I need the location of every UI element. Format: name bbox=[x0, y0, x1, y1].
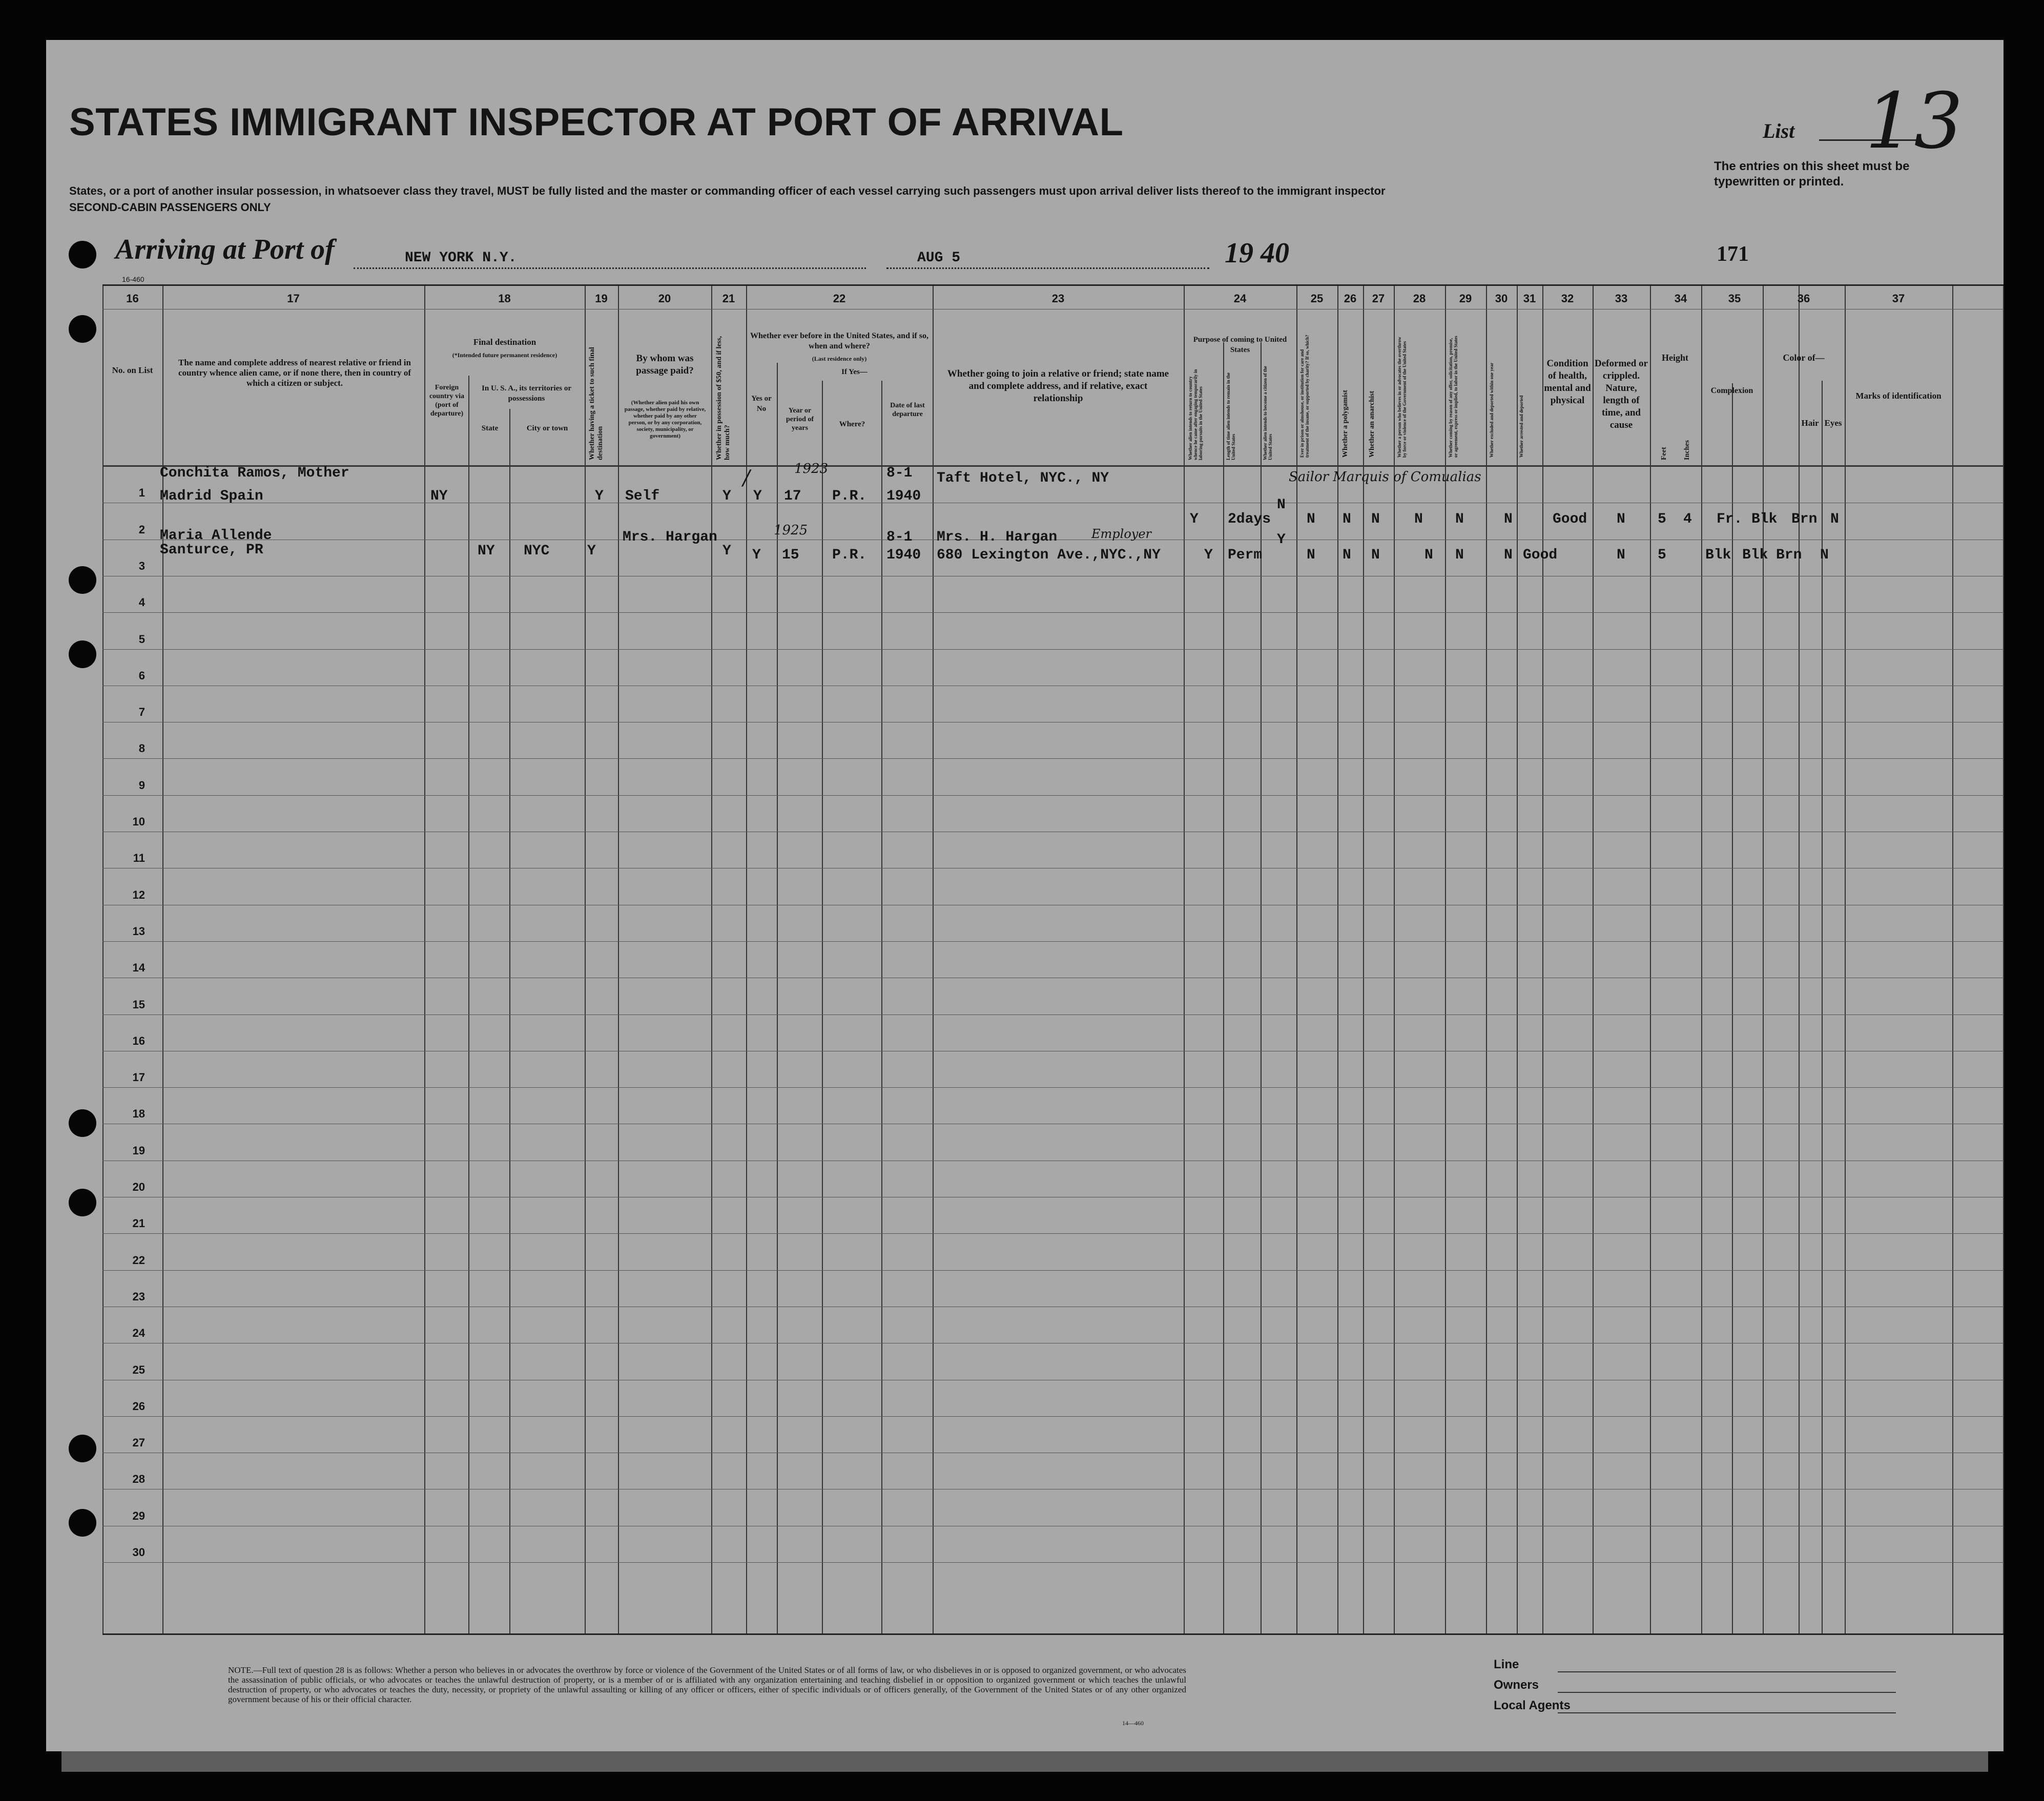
row-number: 20 bbox=[132, 1181, 145, 1193]
entry-2-polygamist: N bbox=[1343, 547, 1351, 563]
entry-1-overthrow: N bbox=[1414, 511, 1423, 527]
row-line bbox=[102, 649, 2004, 650]
port-line bbox=[354, 267, 866, 269]
row-number: 5 bbox=[138, 632, 145, 646]
col-border bbox=[1701, 286, 1702, 1633]
header-city: City or town bbox=[526, 424, 568, 432]
header-yes-no: Yes or No bbox=[751, 395, 772, 413]
entry-1-labor: N bbox=[1455, 511, 1464, 527]
entry-2-overthrow: N bbox=[1424, 547, 1433, 563]
row-line bbox=[102, 1087, 2004, 1088]
line-field bbox=[1558, 1671, 1896, 1672]
col-border bbox=[1799, 286, 1800, 1633]
header-complexion: Complexion bbox=[1710, 386, 1753, 395]
list-label: List bbox=[1763, 119, 1795, 142]
row-number: 14 bbox=[132, 961, 145, 975]
entry-2-purpose-length: Perm bbox=[1228, 547, 1263, 563]
colnum-18: 18 bbox=[498, 292, 511, 305]
entry-1-foreign-port: NY bbox=[430, 488, 448, 504]
header-feet: Feet bbox=[1660, 447, 1668, 460]
header-anarchist: Whether an anarchist bbox=[1368, 390, 1376, 458]
footnote-question-28: NOTE.—Full text of question 28 is as follows: Whether a person who believes in or advocates the overthrow by force or violence of the Government of the United States or of all forms of law, or who disbelieves in or is opposed to organized government, or who advocates the assassination of public officials, or who advocates or teaches the unlawful destruction of property, or is a member of or is affiliated with any organization entertaining and teaching disbelief in or opposition to organized government or which teaches the unlawful destruction of property, or who advocates or teaches the duty, necessity, or propriety of the unlawful assaulting or killing of any officer or officers, either of specific individuals or of officers generally, of the Government of the United States or of any other organized government because of his or their official character. bbox=[228, 1665, 1186, 1704]
entry-2-before-where: P.R. bbox=[832, 547, 867, 563]
entry-2-relative-name: Maria Allende bbox=[160, 528, 272, 544]
entry-2-purpose-return: Y bbox=[1204, 547, 1213, 563]
header-marks: Marks of identification bbox=[1855, 391, 1942, 401]
col-border bbox=[509, 409, 510, 1633]
entry-2-health: Good bbox=[1523, 547, 1558, 563]
col-border bbox=[1650, 286, 1651, 1633]
col-border bbox=[1732, 383, 1733, 1633]
header-deformed: Deformed or crippled. Nature, length of time, and cause bbox=[1595, 358, 1648, 430]
header-row-border bbox=[102, 465, 2004, 467]
local-agents-field bbox=[1558, 1712, 1896, 1713]
colnum-27: 27 bbox=[1372, 292, 1385, 305]
entry-1-join: Taft Hotel, NYC., NY bbox=[937, 470, 1109, 486]
colnum-30: 30 bbox=[1495, 292, 1508, 305]
col-border bbox=[1763, 286, 1764, 1633]
row-number: 12 bbox=[132, 888, 145, 901]
row-number: 11 bbox=[133, 852, 145, 865]
entry-1-before-years: 17 bbox=[784, 488, 801, 504]
colnum-22: 22 bbox=[833, 292, 846, 305]
entry-1-inches: 4 bbox=[1683, 511, 1692, 527]
col-border bbox=[1363, 286, 1364, 1633]
entry-2-feet: 5 bbox=[1658, 547, 1666, 563]
colnum-17: 17 bbox=[287, 292, 300, 305]
colnum-28: 28 bbox=[1413, 292, 1426, 305]
row-number: 4 bbox=[138, 596, 145, 609]
entry-2-before-years: 15 bbox=[782, 547, 799, 563]
col-border bbox=[1845, 286, 1846, 1633]
binder-hole bbox=[69, 241, 96, 268]
header-passage-paid: By whom was passage paid? bbox=[636, 353, 694, 376]
header-arrested: Whether arrested and deported bbox=[1519, 395, 1524, 458]
row-number: 19 bbox=[132, 1144, 145, 1157]
col-border bbox=[1223, 342, 1224, 1633]
entry-2-hair: Blk bbox=[1742, 547, 1768, 563]
entry-2-purpose-citizen: Y bbox=[1277, 532, 1286, 548]
entry-2-excluded: N bbox=[1504, 547, 1513, 563]
col-border bbox=[711, 286, 712, 1633]
header-purpose-length: Length of time alien intends to remain in the United States bbox=[1226, 372, 1236, 460]
header-health: Condition of health, mental and physical bbox=[1544, 358, 1591, 406]
colnum-23: 23 bbox=[1051, 292, 1065, 305]
row-line bbox=[102, 941, 2004, 942]
col-border bbox=[933, 286, 934, 1633]
header-color-of: Color of— bbox=[1783, 353, 1825, 363]
header-labor-offer: Whether coming by reason of any offer, solicitation, promise, or agreement, express or implied, to labor in the United States bbox=[1448, 336, 1458, 458]
binder-hole bbox=[69, 315, 96, 343]
entry-1-year-hand: 1923 bbox=[794, 461, 829, 477]
row-line bbox=[102, 612, 2004, 613]
row-line bbox=[102, 1233, 2004, 1234]
row-line bbox=[102, 1562, 2004, 1563]
header-inches: Inches bbox=[1683, 440, 1691, 460]
col-border bbox=[881, 381, 882, 1633]
header-relative-address: The name and complete address of nearest relative or friend in country whence alien came, or if none there, then in country of which a citizen or subject. bbox=[178, 358, 411, 388]
date-line bbox=[886, 267, 1209, 269]
row-number: 28 bbox=[132, 1473, 145, 1486]
sheet-edge bbox=[61, 1751, 1988, 1772]
row-number: 24 bbox=[132, 1327, 145, 1340]
row-number: 15 bbox=[132, 998, 145, 1011]
row-number: 1 bbox=[138, 486, 145, 500]
list-number: 13 bbox=[1865, 77, 1963, 166]
header-before-in-us-sub: (Last residence only) bbox=[812, 355, 867, 362]
colnum-35: 35 bbox=[1728, 292, 1741, 305]
owners-label: Owners bbox=[1494, 1678, 1539, 1692]
entry-1-complexion: Fr. bbox=[1717, 511, 1743, 527]
entry-1-ticket: Y bbox=[595, 488, 604, 504]
row-number: 23 bbox=[132, 1290, 145, 1303]
year-value: 19 40 bbox=[1225, 237, 1289, 269]
row-line bbox=[102, 758, 2004, 759]
header-if-yes: If Yes— bbox=[841, 368, 868, 376]
entry-1-deformed: N bbox=[1617, 511, 1625, 527]
col-border bbox=[777, 363, 778, 1633]
entry-2-labor: N bbox=[1455, 547, 1464, 563]
header-passage-paid-sub: (Whether alien paid his own passage, whether paid by relative, whether paid by any other person, or by any corporation, society, municipality, or government) bbox=[624, 400, 706, 439]
row-line bbox=[102, 795, 2004, 796]
entry-1-marks: N bbox=[1830, 511, 1839, 527]
entry-2-ticket: Y bbox=[587, 543, 596, 559]
passenger-class: SECOND-CABIN PASSENGERS ONLY bbox=[69, 201, 271, 214]
binder-hole bbox=[69, 640, 96, 668]
header-final-destination: Final destination bbox=[473, 337, 536, 347]
row-number: 26 bbox=[132, 1399, 145, 1413]
col-border bbox=[424, 286, 425, 1633]
entry-1-purpose-citizen: N bbox=[1277, 497, 1286, 513]
row-number: 13 bbox=[132, 924, 145, 938]
entry-2-city: NYC bbox=[524, 543, 550, 559]
entry-1-anarchist: N bbox=[1371, 511, 1380, 527]
entry-1-paid-by: Self bbox=[625, 488, 660, 504]
header-money: Whether in possession of $50, and if less, how much? bbox=[715, 336, 731, 460]
entry-1-purpose-hand: Sailor Marquis of Comualias bbox=[1289, 469, 1481, 485]
row-number: 29 bbox=[132, 1509, 145, 1522]
binder-hole bbox=[69, 1109, 96, 1137]
colnum-25: 25 bbox=[1310, 292, 1324, 305]
row-number: 10 bbox=[132, 815, 145, 828]
entry-2-before-yes: Y bbox=[752, 547, 761, 563]
row-number: 16 bbox=[132, 1034, 145, 1047]
col-border bbox=[1184, 286, 1185, 1633]
row-number: 9 bbox=[138, 778, 145, 792]
date-value: AUG 5 bbox=[917, 250, 961, 266]
entry-1-feet: 5 bbox=[1658, 511, 1666, 527]
colnum-34: 34 bbox=[1674, 292, 1687, 305]
header-where: Where? bbox=[839, 420, 865, 428]
col-border bbox=[1822, 381, 1823, 1633]
row-number: 27 bbox=[132, 1436, 145, 1450]
owners-field bbox=[1558, 1692, 1896, 1693]
entry-2-join-relationship: Employer bbox=[1091, 527, 1151, 541]
binder-hole bbox=[69, 1509, 96, 1537]
header-before-in-us: Whether ever before in the United States, and if so, when and where? bbox=[750, 332, 928, 350]
entry-2-join-address: 680 Lexington Ave.,NYC.,NY bbox=[937, 547, 1161, 563]
page-title: STATES IMMIGRANT INSPECTOR AT PORT OF ARRIVAL bbox=[69, 100, 1124, 144]
col-border bbox=[585, 286, 586, 1633]
entry-2-departure-date: 8-1 bbox=[886, 529, 913, 545]
col-border bbox=[1337, 286, 1338, 1633]
col-border bbox=[1296, 286, 1297, 1633]
entry-1-eyes: Brn bbox=[1791, 511, 1818, 527]
colnum-20: 20 bbox=[658, 292, 671, 305]
entry-1-excluded: N bbox=[1504, 511, 1513, 527]
entry-2-anarchist: N bbox=[1371, 547, 1380, 563]
entry-1-hair: Blk bbox=[1751, 511, 1778, 527]
entry-2-complexion: Blk bbox=[1705, 547, 1731, 563]
row-number: 2 bbox=[138, 523, 145, 536]
row-number: 21 bbox=[132, 1217, 145, 1230]
header-hair: Hair bbox=[1801, 418, 1819, 428]
header-year: Year or period of years bbox=[786, 407, 814, 432]
col-border bbox=[2003, 286, 2004, 1633]
header-no-on-list: No. on List bbox=[112, 365, 153, 375]
colnum-16: 16 bbox=[126, 292, 139, 305]
colnum-26: 26 bbox=[1344, 292, 1357, 305]
entry-2-state: NY bbox=[478, 543, 495, 559]
col-border bbox=[1517, 286, 1518, 1633]
entry-2-money: Y bbox=[722, 543, 731, 559]
entry-2-year-hand: 1925 bbox=[774, 523, 808, 538]
manifest-table bbox=[102, 284, 2004, 1635]
header-foreign-country: Foreign country via (port of departure) bbox=[429, 384, 465, 418]
footnote-code: 14—460 bbox=[1122, 1720, 1144, 1727]
entry-1-health: Good bbox=[1553, 511, 1587, 527]
port-value: NEW YORK N.Y. bbox=[405, 250, 517, 266]
header-state: State bbox=[481, 424, 499, 432]
header-going-to-join: Whether going to join a relative or friend; state name and complete address, and if relative, exact relationship bbox=[947, 368, 1169, 404]
entry-1-money: Y bbox=[722, 488, 731, 504]
row-number: 3 bbox=[138, 559, 145, 572]
entry-2-join-name: Mrs. H. Hargan bbox=[937, 529, 1058, 545]
entry-2-paid-by: Mrs. Hargan bbox=[623, 529, 717, 545]
col-border bbox=[822, 381, 823, 1633]
header-height: Height bbox=[1662, 353, 1688, 363]
binder-hole bbox=[69, 1189, 96, 1216]
header-final-destination-sub: (*Intended future permanent residence) bbox=[452, 351, 558, 359]
colnum-32: 32 bbox=[1561, 292, 1574, 305]
entry-2-deformed: N bbox=[1617, 547, 1625, 563]
col-border bbox=[1593, 286, 1594, 1633]
entry-1-departure-date: 8-1 bbox=[886, 465, 913, 481]
entry-2-departure-year: 1940 bbox=[886, 547, 921, 563]
entry-1-departure-year: 1940 bbox=[886, 488, 921, 504]
form-instructions: States, or a port of another insular possession, in whatsoever class they travel, MUST be fully listed and the master or commanding officer of each vessel carrying such passengers must upon arrival deliver lists thereof to the immigrant inspector bbox=[69, 184, 1386, 197]
entry-1-polygamist: N bbox=[1343, 511, 1351, 527]
header-ticket: Whether having a ticket to such final destination bbox=[588, 347, 604, 460]
entry-2-prison: N bbox=[1307, 547, 1315, 563]
local-agents-label: Local Agents bbox=[1494, 1699, 1571, 1712]
entry-1-before-where: P.R. bbox=[832, 488, 867, 504]
col-border bbox=[1394, 286, 1395, 1633]
line-label: Line bbox=[1494, 1658, 1519, 1671]
col-border bbox=[1486, 286, 1487, 1633]
entry-1-purpose-return: Y bbox=[1190, 511, 1199, 527]
colnum-24: 24 bbox=[1233, 292, 1247, 305]
col-border bbox=[618, 286, 619, 1633]
entries-note: The entries on this sheet must be typewritten or printed. bbox=[1714, 159, 1910, 189]
colnum-37: 37 bbox=[1892, 292, 1905, 305]
row-number: 7 bbox=[138, 706, 145, 719]
entry-2-eyes: Brn bbox=[1776, 547, 1802, 563]
colnum-21: 21 bbox=[722, 292, 735, 305]
row-number: 8 bbox=[138, 742, 145, 755]
entry-1-before-yes: Y bbox=[753, 488, 762, 504]
header-date-departure: Date of last departure bbox=[890, 402, 925, 418]
col-border bbox=[1261, 342, 1262, 1633]
entry-1-relative-name: Conchita Ramos, Mother bbox=[160, 465, 349, 481]
entry-2-marks: N bbox=[1820, 547, 1829, 563]
header-prison: Ever in prison or almshouse, or institution for care and treatment of the insane, or supported by charity? If so, which? bbox=[1299, 335, 1310, 458]
col-border bbox=[1952, 286, 1953, 1633]
tick-mark: / bbox=[743, 466, 750, 490]
colnum-36: 36 bbox=[1797, 292, 1810, 305]
col-border bbox=[1542, 286, 1543, 1633]
header-purpose-return: Whether alien intends to return to country whence he came after engaging temporarily in laboring pursuits in the United States bbox=[1188, 369, 1203, 460]
header-in-usa: In U. S. A., its territories or possessions bbox=[482, 384, 571, 403]
colnum-31: 31 bbox=[1523, 292, 1536, 305]
colnum-29: 29 bbox=[1459, 292, 1472, 305]
row-number: 25 bbox=[132, 1363, 145, 1376]
col-border bbox=[1445, 286, 1446, 1633]
entry-1-purpose-length: 2days bbox=[1228, 511, 1271, 527]
row-number: 17 bbox=[132, 1071, 145, 1084]
row-number: 6 bbox=[138, 669, 145, 682]
form-code: 16-460 bbox=[122, 275, 144, 283]
row-line bbox=[102, 1416, 2004, 1417]
binder-hole bbox=[69, 1435, 96, 1462]
header-purpose-citizen: Whether alien intends to become a citizen of the United States bbox=[1263, 366, 1273, 460]
page-number: 171 bbox=[1717, 242, 1749, 266]
row-number: 22 bbox=[132, 1253, 145, 1267]
colnum-19: 19 bbox=[595, 292, 608, 305]
entry-1-prison: N bbox=[1307, 511, 1315, 527]
arriving-label: Arriving at Port of bbox=[115, 234, 335, 265]
header-overthrow: Whether a person who believes in or advocates the overthrow by force or violence of the Government of the United States bbox=[1397, 337, 1407, 458]
row-number: 30 bbox=[132, 1546, 145, 1559]
col-border bbox=[468, 376, 469, 1633]
entry-2-relative-address: Santurce, PR bbox=[160, 542, 263, 558]
colnum-33: 33 bbox=[1615, 292, 1628, 305]
header-purpose: Purpose of coming to United States bbox=[1193, 336, 1287, 354]
row-line bbox=[102, 1270, 2004, 1271]
entry-1-relative-address: Madrid Spain bbox=[160, 488, 263, 504]
binder-hole bbox=[69, 566, 96, 594]
row-number: 18 bbox=[132, 1107, 145, 1121]
header-polygamist: Whether a polygamist bbox=[1341, 390, 1349, 458]
header-excluded: Whether excluded and deported within one year bbox=[1489, 362, 1494, 458]
header-eyes: Eyes bbox=[1824, 418, 1842, 428]
